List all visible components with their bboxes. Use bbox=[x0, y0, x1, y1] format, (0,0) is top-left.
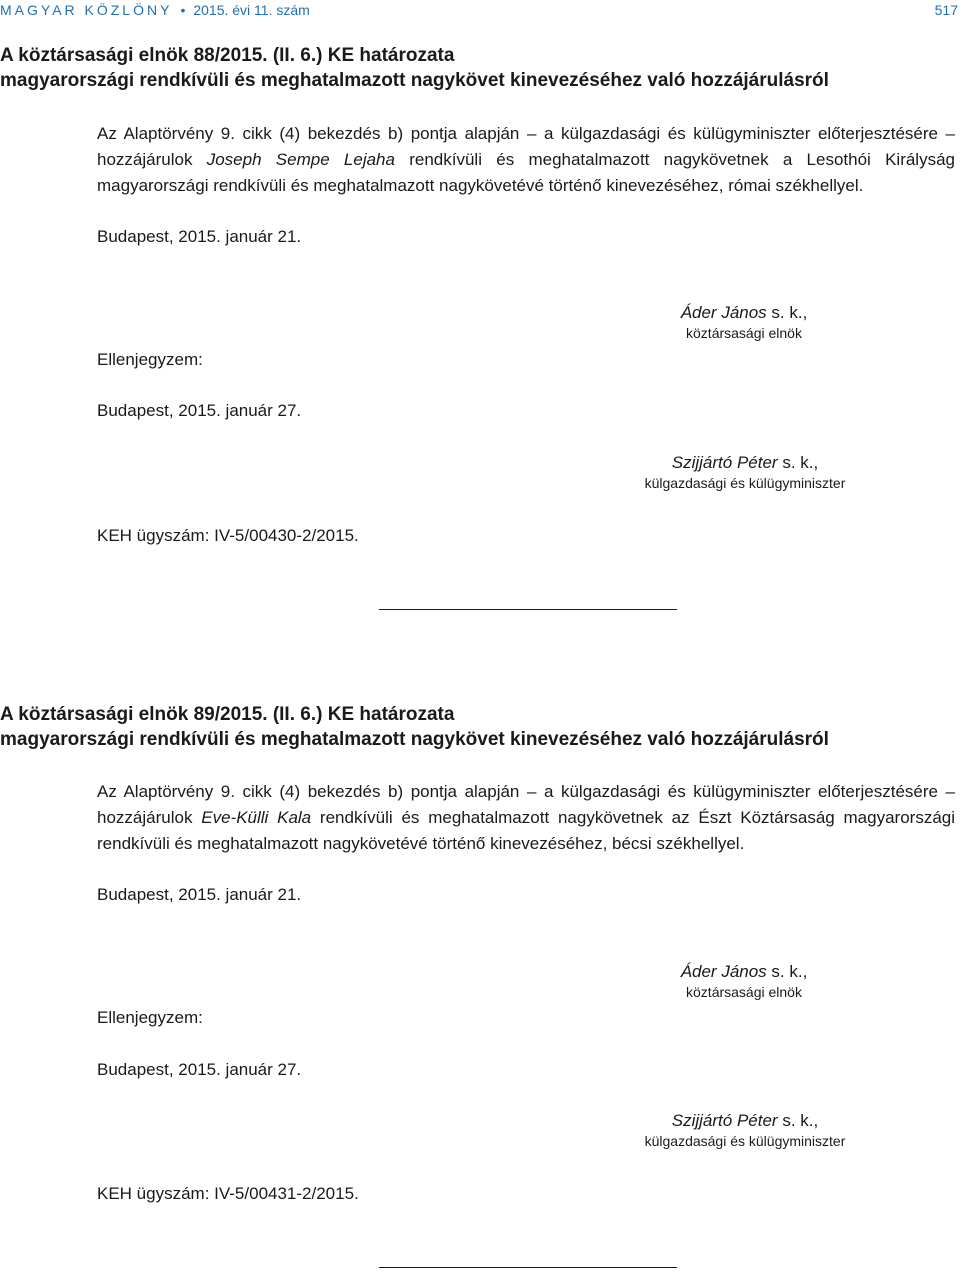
decree-body bbox=[97, 779, 955, 857]
appointee-name: Eve-Külli Kala bbox=[201, 808, 312, 827]
signer-name: Áder János bbox=[680, 962, 767, 981]
decree-subtitle: magyarországi rendkívüli és meghatalmazott nagykövet kinevezéséhez való hozzájárulásról bbox=[0, 729, 829, 750]
minister-signature bbox=[625, 1110, 865, 1150]
body-text-before: Az Alaptörvény 9. cikk (4) bekezdés b) pontja alapján – a külgazdasági és külügyminiszter előterjesztésére – hozzájárulok bbox=[97, 782, 955, 827]
body-text-after: rendkívüli és meghatalmazott nagykövetnek a Lesothói Királyság magyarországi rendkívüli és meghatalmazott nagykövetévé történő kinevezéséhez, római székhellyel. bbox=[97, 150, 955, 195]
signer-role: külgazdasági és külügyminiszter bbox=[644, 475, 846, 491]
body-text-before: Az Alaptörvény 9. cikk (4) bekezdés b) pontja alapján – a külgazdasági és külügyminiszter előterjesztésére – hozzájárulok bbox=[97, 124, 955, 169]
signer-name-line bbox=[625, 1110, 865, 1132]
page-number: 517 bbox=[934, 2, 958, 18]
signer-name: Szijjártó Péter bbox=[671, 1111, 778, 1130]
case-number: KEH ügyszám: IV-5/00431-2/2015. bbox=[97, 1184, 359, 1203]
decree-subtitle: magyarországi rendkívüli és meghatalmazott nagykövet kinevezéséhez való hozzájárulásról bbox=[0, 70, 829, 91]
signer-suffix: s. k., bbox=[777, 1111, 819, 1130]
signer-name-line bbox=[625, 452, 865, 474]
signer-suffix: s. k., bbox=[766, 303, 808, 322]
issue-label: 2015. évi 11. szám bbox=[193, 2, 310, 18]
section-divider bbox=[379, 609, 677, 610]
minister-signature bbox=[625, 452, 865, 492]
decree-title: A köztársasági elnök 89/2015. (II. 6.) KE határozata bbox=[0, 704, 455, 725]
place-date-2: Budapest, 2015. január 27. bbox=[97, 1060, 302, 1079]
place-date-1: Budapest, 2015. január 21. bbox=[97, 885, 302, 904]
section-divider bbox=[379, 1267, 677, 1268]
signer-name-line bbox=[624, 961, 864, 983]
president-signature bbox=[624, 302, 864, 342]
countersign-label: Ellenjegyzem: bbox=[97, 350, 203, 369]
signer-role: köztársasági elnök bbox=[686, 984, 802, 1000]
case-number: KEH ügyszám: IV-5/00430-2/2015. bbox=[97, 526, 359, 545]
countersign-label: Ellenjegyzem: bbox=[97, 1008, 203, 1027]
body-text-after: rendkívüli és meghatalmazott nagykövetnek az Észt Köztársaság magyarországi rendkívüli és meghatalmazott nagykövetévé történő kinevezéséhez, bécsi székhellyel. bbox=[97, 808, 956, 853]
signer-suffix: s. k., bbox=[766, 962, 808, 981]
signer-name: Szijjártó Péter bbox=[671, 453, 778, 472]
page-header bbox=[0, 0, 960, 22]
signer-suffix: s. k., bbox=[777, 453, 819, 472]
decree-title: A köztársasági elnök 88/2015. (II. 6.) KE határozata bbox=[0, 45, 455, 66]
signer-role: köztársasági elnök bbox=[686, 325, 802, 341]
signer-name: Áder János bbox=[680, 303, 767, 322]
publication-name: MAGYAR KÖZLÖNY bbox=[0, 2, 173, 18]
place-date-2: Budapest, 2015. január 27. bbox=[97, 401, 302, 420]
publication-line bbox=[0, 0, 310, 20]
president-signature bbox=[624, 961, 864, 1001]
place-date-1: Budapest, 2015. január 21. bbox=[97, 227, 302, 246]
separator-bullet: • bbox=[180, 2, 186, 18]
signer-name-line bbox=[624, 302, 864, 324]
appointee-name: Joseph Sempe Lejaha bbox=[206, 150, 395, 169]
decree-body bbox=[97, 121, 955, 199]
signer-role: külgazdasági és külügyminiszter bbox=[644, 1133, 846, 1149]
